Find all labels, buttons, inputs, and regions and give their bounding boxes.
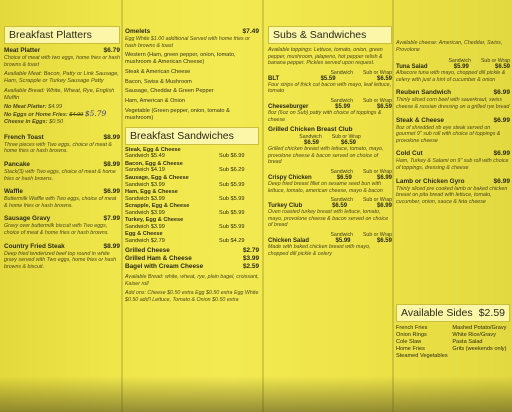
handwritten-price: $5.79 [84,109,107,119]
sub-price: Sub $5.99 [219,223,245,230]
breakfast-sandwich-item [125,175,259,189]
side-item: Onion Rings [396,332,427,338]
sandwich-name: Ham, Egg & Cheese [125,188,178,195]
available-sides-heading [396,304,510,322]
breakfast-platters-heading: Breakfast Platters [4,26,120,44]
breakfast-sandwich-list [125,147,259,246]
side-item [452,353,510,360]
pancake-item: Pancake $8.99 Stack(3) with Two eggs, choice of meat & home fries or hash browns. [4,160,120,182]
french-toast-item: French Toast $8.99 Three pieces with Two eggs, choice of meat & home fries or hash browns. [4,133,120,155]
side-item: Grits (weekends only) [452,346,507,352]
sub-price: Sub $5.99 [219,209,245,216]
item-description: Choice of meat with two eggs, home fries or hash browns & toast [4,55,120,68]
photo-shadow [0,376,512,412]
sausage-gravy-item: Sausage Gravy $7.99 Gravy over buttermilk biscuit with Two eggs, choice of meat & home fries or hash browns. [4,215,120,236]
breakfast-sandwich-item [125,231,259,245]
chicken-salad-item: Sandwich Sub or Wrap Chicken Salad $5.99 $6.59 Made with baked chicken breast with mayo, chopped dill pickle & celery [268,231,392,257]
sandwich-prices [125,210,259,217]
menu-fold-line [392,0,394,412]
sandwich-price: Sandwich $5.49 [125,153,165,160]
reuben-item: Reuben Sandwich $6.99 Thinly sliced corn beef with sauerkraut, swiss cheese & russian dressing on a grilled rye bread [396,89,510,110]
sandwich-prices [125,196,259,203]
gyro-item: Lamb or Chicken Gyro $6.99 Thinly sliced pre cooked lamb or baked chicken breast on pita bread with lettuce, tomato, cucumber, onion, sauce & feta cheese [396,177,510,205]
meat-platter-item [4,47,120,68]
sandwich-name: Egg & Cheese [125,231,163,238]
side-item: French Fries [396,325,428,331]
side-item: Steamed Vegetables [396,353,448,359]
breakfast-sandwiches-heading: Breakfast Sandwiches [125,127,259,145]
sides-price: $2.59 [478,307,505,319]
sandwich-name: Turkey, Egg & Cheese [125,217,184,224]
sub-price: Sub $4.29 [219,237,245,244]
sides-title: Available Sides [401,307,473,319]
omelet-ham: Ham, American & Onion [125,98,186,105]
side-item: Home Fries [396,346,425,352]
grilled-chicken-club-item: Grilled Chicken Breast Club Sandwich Sub or Wrap $6.59 $6.59 Grilled chicken breast with lettuce, tomato, mayo, provolone cheese & bacon served on choice of bread [268,126,384,166]
sandwich-price: Sandwich $2.79 [125,237,165,244]
sub-price: Sub $6.99 [219,153,245,160]
sandwich-price: Sandwich $3.99 [125,209,165,216]
bagel-item: Bagel with Cream Cheese $2.59 [125,263,259,271]
breakfast-platters-column [4,0,120,270]
grilled-ham-item: Grilled Ham & Cheese $3.99 [125,255,259,263]
sub-price: Sub $6.29 [219,167,245,174]
side-item: Mashed Potato/Gravy [452,325,507,331]
sandwich-name: Sausage, Egg & Cheese [125,174,189,181]
tuna-salad-item: Sandwich Sub or Wrap Tuna Salad $5.99 $6.59 Albacore tuna with mayo, chopped dill pickle & celery with just a hint of cucumber & onion [396,58,510,83]
sandwich-price: Sandwich $4.19 [125,167,165,174]
cheese-in-eggs-line: Cheese in Eggs: $0.50 [4,118,64,125]
steak-cheese-item: Steak & Cheese $6.99 8oz of shredded rib eye steak served on gourmet 9" sub roll with choice of toppings & provolone cheese [396,116,510,144]
omelet-steak: Steak & American Cheese [125,68,191,75]
country-fried-steak-item: Country Fried Steak $8.99 Deep fried tenderized beef top round in white gravy served with Two eggs, home fries or hash browns & biscuit. [4,242,120,270]
subs-sandwiches-column [268,0,392,257]
sandwich-price: Sandwich $3.99 [125,223,165,230]
omelet-sausage: Sausage, Cheddar & Green Pepper [125,88,214,95]
sandwich-prices [125,153,259,160]
sandwich-prices [125,224,259,231]
breakfast-sandwich-item [125,217,259,231]
side-item: Pasta Salad [452,339,483,345]
breakfast-sandwich-item [125,147,259,161]
blt-item: Sandwich Sub or Wrap BLT $5.59 $6.59 Four strips of thick cut bacon with mayo, leaf lettuce, tomato [268,69,392,95]
item-price: $6.79 [103,47,120,54]
addons-note: Add ons: Cheese $0.50 extra Egg $0.50 extra Egg White $0.50 add'l Lettuce, Tomato & Onion $0.50 extra [125,290,259,303]
available-sides-section [396,304,510,360]
sandwich-prices [125,182,259,189]
side-item: White Rice/Gravy [452,332,496,338]
crispy-chicken-item: Sandwich Sub or Wrap Crispy Chicken $6.59 $6.99 Deep fried breast fillet on sesame seed bun with lettuce, tomato, american cheese, mayo & bacon [268,168,392,194]
available-cheese-note: Available cheese: American, Cheddar, Swiss, Provolone [396,40,503,53]
sandwich-bread-note: Available Bread: white, wheat, rye, plain bagel, croissant, Kaiser roll [125,274,259,287]
breakfast-sandwich-item [125,189,259,203]
omelets-item: Omelets $7.49 Egg White $1.00 additional Served with home fries or hash browns & toast [125,28,259,49]
sandwich-name: Scrapple, Egg & Cheese [125,202,190,209]
omelet-vegetable: Vegetable (Green pepper, onion, tomato & mushroom) [125,107,230,121]
menu-fold-line [262,0,264,412]
omelet-western: Western (Ham, green pepper, onion, tomato, mushroom & American Cheese) [125,52,236,65]
waffle-item: Waffle $6.99 Buttermilk Waffle with Two eggs, choice of meat & home fries or hash browns. [4,188,120,209]
grilled-cheese-item: Grilled Cheese $2.79 [125,247,259,255]
breakfast-sandwich-item [125,161,259,175]
available-toppings-note: Available toppings: Lettuce, tomato, onion, green pepper, mushroom, jalapeno, hot pepper relish & banana pepper. Pickles served upon request. [268,47,383,67]
sides-list [396,325,510,360]
available-bread-note: Available Bread: White, Wheat, Rye, English Muffin [4,87,115,101]
side-item: Cole Slaw [396,339,422,345]
sandwich-prices [125,238,259,245]
omelet-bacon: Bacon, Swiss & Mushroom [125,78,192,85]
sub-price: Sub $5.99 [219,181,245,188]
sub-price: Sub $5.99 [219,195,245,202]
sandwich-prices [125,167,259,174]
breakfast-sandwich-item [125,203,259,217]
sandwich-name: Steak, Egg & Cheese [125,146,181,153]
cheeseburger-item: Sandwich Sub or Wrap Cheeseburger $5.99 $6.59 8oz (6oz on Sub) patty with choice of toppings & cheese [268,97,392,123]
sandwich-price: Sandwich $3.99 [125,195,165,202]
no-meat-line: No Meat Platter: $4.99 [4,104,63,111]
omelets-sandwiches-column [125,0,259,304]
no-eggs-line: No Eggs or Home Fries: $4.99 $5.79 [4,109,107,119]
subs-sandwiches-heading: Subs & Sandwiches [268,26,392,44]
sandwich-price: Sandwich $3.99 [125,181,165,188]
available-meat-note: Available Meat: Bacon, Patty or Link Sausage, Ham, Scrapple or Turkey Sausage Patty [4,71,119,84]
item-name: Meat Platter [4,47,41,54]
sandwich-name: Bacon, Egg & Cheese [125,160,183,167]
sandwiches-sides-column [396,0,510,205]
cold-cut-item: Cold Cut $6.99 Ham, Turkey & Salami on 9" sub roll with choice of toppings, dressing & cheese [396,150,510,171]
turkey-club-item: Sandwich Sub or Wrap Turkey Club $6.59 $6.99 Oven roasted turkey breast with lettuce, tomato, mayo, provolone cheese & bacon served on choice of bread [268,197,392,229]
menu-fold-line [121,0,123,412]
